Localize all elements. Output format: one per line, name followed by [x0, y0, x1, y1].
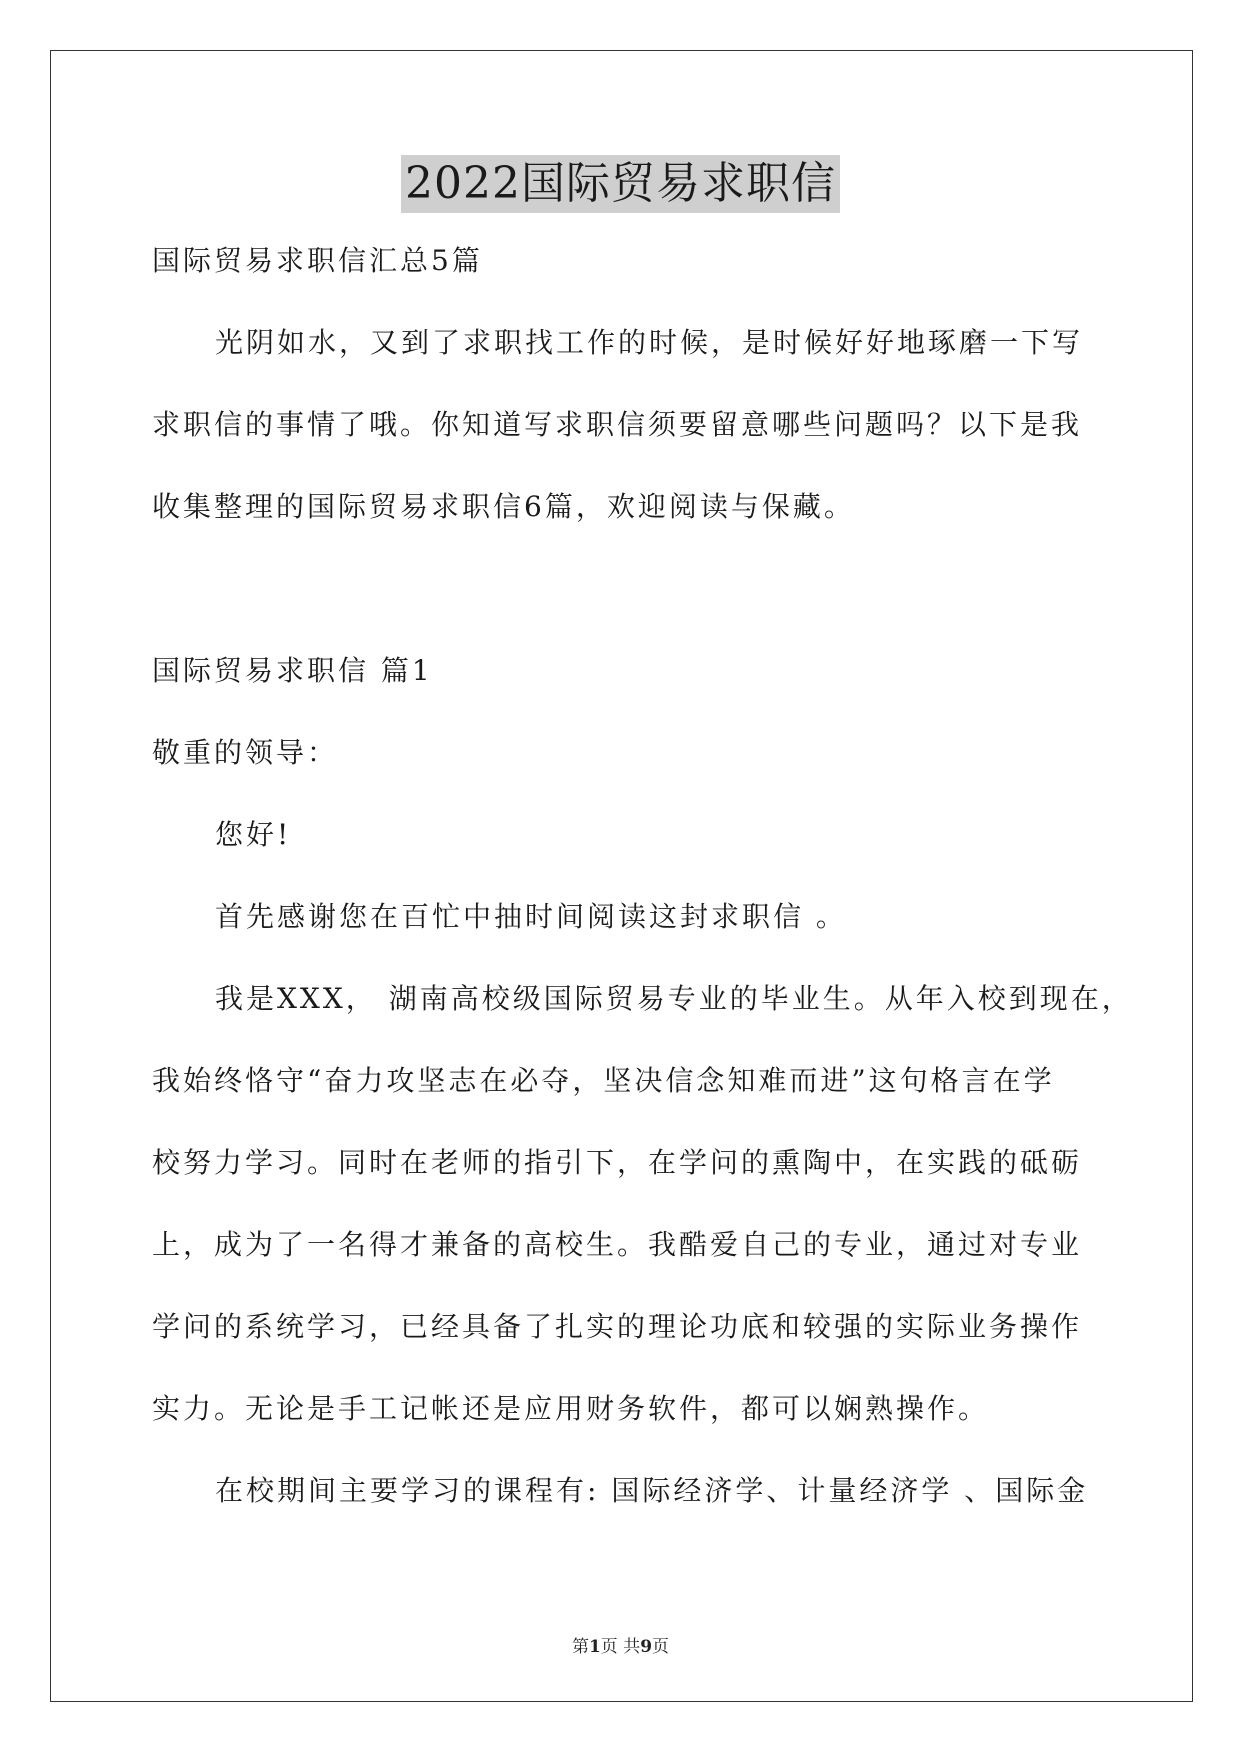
paragraph-line: 校努力学习。同时在老师的指引下，在学问的熏陶中，在实践的砥砺 [152, 1146, 1083, 1179]
total-page-count: 9 [640, 1637, 653, 1657]
greeting: 您好! [215, 818, 292, 851]
paragraph-line: 在校期间主要学习的课程有: 国际经济学、计量经济学 、国际金 [215, 1474, 1089, 1507]
page-footer [0, 1632, 1241, 1657]
section-heading: 国际贸易求职信 篇1 [152, 654, 433, 687]
footer-suffix: 页 [652, 1637, 670, 1657]
paragraph-line: 收集整理的国际贸易求职信6篇，欢迎阅读与保藏。 [152, 490, 855, 523]
paragraph-line: 实力。无论是手工记帐还是应用财务软件，都可以娴熟操作。 [152, 1392, 990, 1425]
current-page-number: 1 [588, 1637, 601, 1657]
document-body [152, 236, 1133, 1548]
paragraph-line: 求职信的事情了哦。你知道写求职信须要留意哪些问题吗？以下是我 [152, 408, 1083, 441]
blank-line [152, 564, 1092, 646]
paragraph-line: 光阴如水，又到了求职找工作的时候，是时候好好地琢磨一下写 [215, 326, 1084, 359]
paragraph-line: 首先感谢您在百忙中抽时间阅读这封求职信 。 [215, 900, 847, 933]
paragraph-line: 学问的系统学习，已经具备了扎实的理论功底和较强的实际业务操作 [152, 1310, 1083, 1343]
salutation: 敬重的领导： [152, 736, 339, 769]
title-container [0, 155, 1241, 213]
paragraph-line: 我是XXX， 湖南高校级国际贸易专业的毕业生。从年入校到现在， [215, 982, 1133, 1015]
footer-mid: 页 共 [600, 1637, 641, 1657]
subtitle-line: 国际贸易求职信汇总5篇 [152, 244, 483, 277]
footer-prefix: 第 [571, 1637, 589, 1657]
paragraph-line: 上，成为了一名得才兼备的高校生。我酷爱自己的专业，通过对专业 [152, 1228, 1083, 1261]
document-title: 2022国际贸易求职信 [401, 155, 840, 213]
paragraph-line: 我始终恪守“奋力攻坚志在必夺，坚决信念知难而进”这句格言在学 [152, 1064, 1055, 1097]
